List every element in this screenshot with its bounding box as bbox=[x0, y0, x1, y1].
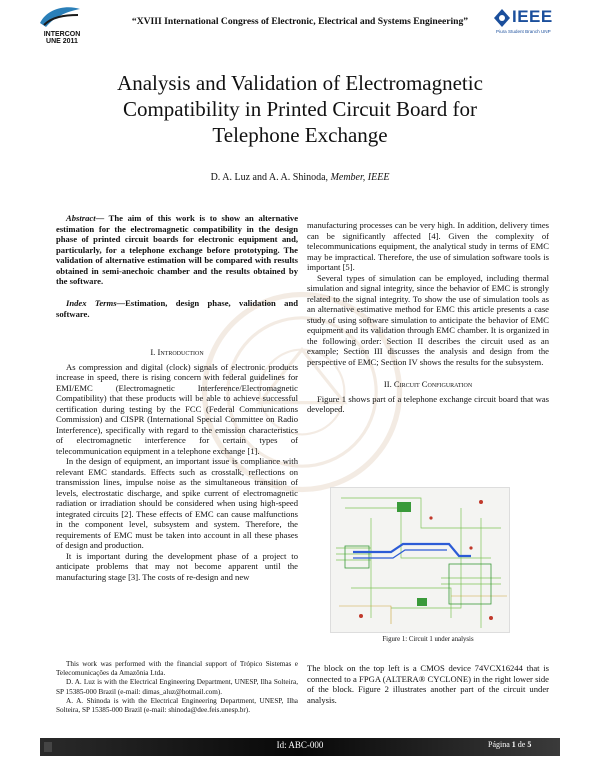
ieee-tagline: Piura Student Branch UNP bbox=[496, 29, 551, 34]
index-terms-text: —Estimation, design phase, validation and software. bbox=[56, 298, 299, 319]
title-line-3: Telephone Exchange bbox=[212, 123, 388, 147]
author-line bbox=[0, 172, 600, 183]
footnote-funding: This work was performed with the financial support of Trópico Sistemas e Telecomunicações da Amazônia Ltda. bbox=[56, 660, 298, 678]
footer-page-number bbox=[488, 740, 531, 749]
right-para-2: Several types of simulation can be employed, including thermal simulation and signal integrity, since the behavior of EMC is strongly related to the signal integrity. To show the use of simulation tools as an alternative estimative method for EMC this article presents a case study of using software simulation to anticipate the behavior of EMC equipment and its validation through EMC chamber. It is organized in the following order: Section II describes the circuit used as an example; Section III discusses the analysis and design from the perspective of EMC; Section IV shows the results for the subsystem. bbox=[307, 272, 549, 367]
intro-para-3: It is important during the development phase of a project to anticipate problems that may not become apparent until the manufacturing stage [3]. The costs of re-design and new bbox=[56, 550, 298, 582]
intro-para-2: In the design of equipment, an important issue is compliance with relevant EMC standards. Effects such as crosstalk, reflections on transmission lines, impulse noise as the simultaneous transition of levels, electrostatic discharge, and spike current of electromagnetic radiation or irradiation should be considered when using high-speed integrated circuits [2]. These effects of EMC can cause malfunctions in the component level, subsystem and system. Therefore, the requirements of EMC must be taken into account in all these phases of design and production. bbox=[56, 456, 298, 550]
footer-paper-id: Id: ABC-000 bbox=[276, 740, 324, 750]
conference-header: “XVIII International Congress of Electronic, Electrical and Systems Engineering” bbox=[131, 16, 469, 27]
circuit-board-image bbox=[331, 488, 509, 632]
authors: D. A. Luz and A. A. Shinoda, bbox=[210, 172, 329, 183]
section-1-title: Introduction bbox=[157, 347, 204, 357]
authors-role: Member, IEEE bbox=[330, 172, 390, 183]
right-para-4: The block on the top left is a CMOS device 74VCX16244 that is connected to a FPGA (ALTERA® CYCLONE) in the right lower side of the block. Figure 2 illustrates another part of the circuit under analysis. bbox=[307, 663, 549, 705]
page-of: de bbox=[517, 740, 526, 749]
right-column-top bbox=[307, 220, 549, 415]
index-terms bbox=[56, 298, 298, 319]
footnote-author-2: A. A. Shinoda is with the Electrical Engineering Department, UNESP, Ilha Solteira, SP 15385-000 Brazil (e-mail: shinoda@dee.feis.unesp.br). bbox=[56, 696, 298, 715]
section-2-number: II. bbox=[383, 379, 392, 389]
section-2-title: Circuit Configuration bbox=[393, 379, 473, 389]
section-2-heading bbox=[307, 379, 549, 390]
paper-title bbox=[60, 70, 540, 148]
title-line-1: Analysis and Validation of Electromagnetic bbox=[117, 71, 483, 95]
abstract-label: Abstract— bbox=[66, 213, 105, 223]
ieee-logo bbox=[490, 7, 578, 39]
right-para-3: Figure 1 shows part of a telephone exchange circuit board that was developed. bbox=[307, 393, 549, 414]
figure-1-caption: Figure 1: Circuit 1 under analysis bbox=[382, 636, 474, 643]
abstract bbox=[56, 213, 298, 287]
page-total: 5 bbox=[527, 740, 532, 749]
index-terms-label: Index Terms bbox=[66, 298, 117, 308]
abstract-text: The aim of this work is to show an alternative estimation for the electromagnetic compatibility in the design phase of printed circuit boards for electronic equipment and, particularly, for a telephone exchange before prototyping. The validation of alternative estimation will be compared with results obtained in semi-anechoic chamber and the results obtained by the software. bbox=[56, 213, 299, 286]
section-1-heading bbox=[56, 347, 298, 358]
intro-para-1: As compression and digital (clock) signals of electronic products increase in speed, there is rising concern with federal guidelines for EMI/EMC (Electromagnetic Interference/Electromagnetic Compatibility) that these products will be able to achieve successful certification during testing by the FCC (Federal Communications Commission) and CISPR (International Special Committee on Radio Interference), specifically with regard to the emission characteristics of electromagnetic interference for certain types of telecommunication equipment in a telephone exchange [1]. bbox=[56, 361, 298, 456]
logo-line2: UNE 2011 bbox=[46, 38, 78, 45]
footnotes bbox=[56, 660, 298, 715]
figure-1-circuit bbox=[330, 487, 510, 633]
footnote-author-1: D. A. Luz is with the Electrical Engineering Department, UNESP, Ilha Solteira, SP 15385-000 Brazil (e-mail: dimas_aluz@hotmail.com). bbox=[56, 678, 298, 696]
section-1 bbox=[56, 347, 298, 582]
right-para-1: manufacturing processes can be very high. In addition, delivery times can be significantly affected [4]. Given the complexity of telecommunications equipment, the analytical study in terms of EMC may be impractical. Therefore, the use of simulation software tools is important [5]. bbox=[307, 220, 549, 272]
logo-line1: INTERCON bbox=[43, 31, 81, 38]
title-line-2: Compatibility in Printed Circuit Board for bbox=[122, 97, 478, 121]
section-1-number: I. bbox=[150, 347, 156, 357]
page-current: 1 bbox=[511, 740, 516, 749]
ieee-wordmark: IEEE bbox=[512, 7, 553, 26]
page-label: Página bbox=[488, 740, 510, 749]
ieee-diamond-icon bbox=[494, 9, 510, 27]
